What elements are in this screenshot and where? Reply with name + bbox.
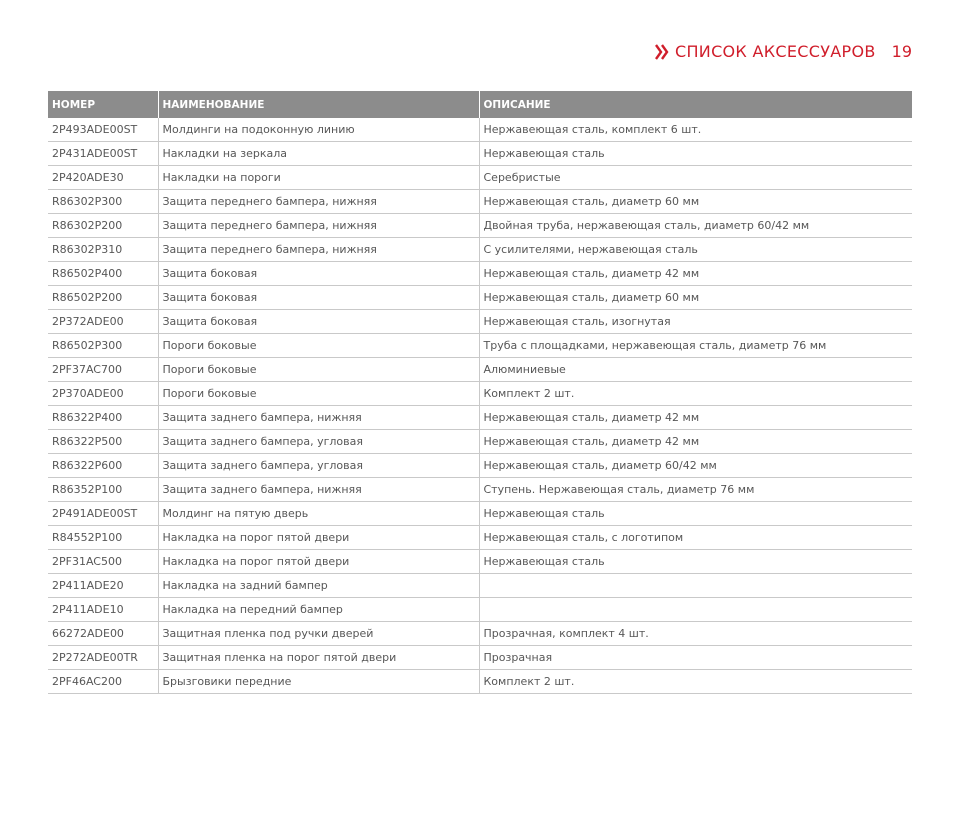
item-name-cell: Накладки на пороги bbox=[158, 166, 479, 190]
table-row bbox=[48, 238, 912, 262]
description-cell: Нержавеющая сталь, диаметр 42 мм bbox=[479, 262, 912, 286]
part-number-cell: 2P370ADE00 bbox=[48, 382, 158, 406]
item-name-cell: Защита заднего бампера, угловая bbox=[158, 430, 479, 454]
part-number-cell: R86322P500 bbox=[48, 430, 158, 454]
item-name-cell: Пороги боковые bbox=[158, 334, 479, 358]
item-name-cell: Защита заднего бампера, нижняя bbox=[158, 478, 479, 502]
description-cell: Нержавеющая сталь, диаметр 60/42 мм bbox=[479, 454, 912, 478]
item-name-cell: Защита заднего бампера, нижняя bbox=[158, 406, 479, 430]
table-row bbox=[48, 262, 912, 286]
description-cell: Алюминиевые bbox=[479, 358, 912, 382]
item-name-cell: Накладка на передний бампер bbox=[158, 598, 479, 622]
item-name-cell: Защита боковая bbox=[158, 262, 479, 286]
description-cell: Нержавеющая сталь bbox=[479, 502, 912, 526]
part-number-cell: 2P411ADE20 bbox=[48, 574, 158, 598]
part-number-cell: R84552P100 bbox=[48, 526, 158, 550]
table-row bbox=[48, 598, 912, 622]
table-row bbox=[48, 406, 912, 430]
table-row bbox=[48, 118, 912, 142]
item-name-cell: Защита боковая bbox=[158, 310, 479, 334]
description-cell: Нержавеющая сталь, диаметр 42 мм bbox=[479, 406, 912, 430]
part-number-cell: 2P272ADE00TR bbox=[48, 646, 158, 670]
description-cell: Комплект 2 шт. bbox=[479, 382, 912, 406]
column-header-name: НАИМЕНОВАНИЕ bbox=[158, 91, 479, 118]
part-number-cell: 2P420ADE30 bbox=[48, 166, 158, 190]
table-row bbox=[48, 358, 912, 382]
table-row bbox=[48, 430, 912, 454]
table-row bbox=[48, 502, 912, 526]
double-chevron-right-icon bbox=[655, 43, 669, 61]
description-cell: Прозрачная, комплект 4 шт. bbox=[479, 622, 912, 646]
description-cell bbox=[479, 598, 912, 622]
accessories-table bbox=[48, 91, 912, 694]
item-name-cell: Защита переднего бампера, нижняя bbox=[158, 214, 479, 238]
table-row bbox=[48, 574, 912, 598]
description-cell: Двойная труба, нержавеющая сталь, диаметр 60/42 мм bbox=[479, 214, 912, 238]
table-row bbox=[48, 166, 912, 190]
description-cell: Прозрачная bbox=[479, 646, 912, 670]
item-name-cell: Накладки на зеркала bbox=[158, 142, 479, 166]
table-row bbox=[48, 550, 912, 574]
item-name-cell: Защитная пленка на порог пятой двери bbox=[158, 646, 479, 670]
column-header-number: НОМЕР bbox=[48, 91, 158, 118]
part-number-cell: 2PF46AC200 bbox=[48, 670, 158, 694]
item-name-cell: Защитная пленка под ручки дверей bbox=[158, 622, 479, 646]
description-cell: Серебристые bbox=[479, 166, 912, 190]
item-name-cell: Накладка на порог пятой двери bbox=[158, 526, 479, 550]
item-name-cell: Молдинг на пятую дверь bbox=[158, 502, 479, 526]
part-number-cell: R86322P400 bbox=[48, 406, 158, 430]
table-row bbox=[48, 526, 912, 550]
page-number: 19 bbox=[891, 42, 912, 61]
part-number-cell: R86302P300 bbox=[48, 190, 158, 214]
part-number-cell: R86322P600 bbox=[48, 454, 158, 478]
description-cell: Нержавеющая сталь, диаметр 42 мм bbox=[479, 430, 912, 454]
description-cell: Нержавеющая сталь bbox=[479, 142, 912, 166]
table-row bbox=[48, 382, 912, 406]
description-cell: Нержавеющая сталь, изогнутая bbox=[479, 310, 912, 334]
page-title: СПИСОК АКСЕССУАРОВ bbox=[675, 42, 876, 61]
part-number-cell: R86502P300 bbox=[48, 334, 158, 358]
table-row bbox=[48, 286, 912, 310]
part-number-cell: 66272ADE00 bbox=[48, 622, 158, 646]
table-row bbox=[48, 478, 912, 502]
table-row bbox=[48, 310, 912, 334]
part-number-cell: 2PF31AC500 bbox=[48, 550, 158, 574]
item-name-cell: Молдинги на подоконную линию bbox=[158, 118, 479, 142]
table-row bbox=[48, 190, 912, 214]
item-name-cell: Пороги боковые bbox=[158, 358, 479, 382]
description-cell: Нержавеющая сталь, с логотипом bbox=[479, 526, 912, 550]
item-name-cell: Накладка на задний бампер bbox=[158, 574, 479, 598]
part-number-cell: R86502P400 bbox=[48, 262, 158, 286]
table-row bbox=[48, 142, 912, 166]
table-row bbox=[48, 214, 912, 238]
part-number-cell: 2P493ADE00ST bbox=[48, 118, 158, 142]
item-name-cell: Защита переднего бампера, нижняя bbox=[158, 238, 479, 262]
part-number-cell: 2P411ADE10 bbox=[48, 598, 158, 622]
description-cell: Труба с площадками, нержавеющая сталь, диаметр 76 мм bbox=[479, 334, 912, 358]
part-number-cell: R86502P200 bbox=[48, 286, 158, 310]
table-row bbox=[48, 334, 912, 358]
description-cell: Нержавеющая сталь, диаметр 60 мм bbox=[479, 286, 912, 310]
description-cell: Нержавеющая сталь, комплект 6 шт. bbox=[479, 118, 912, 142]
table-row bbox=[48, 454, 912, 478]
item-name-cell: Брызговики передние bbox=[158, 670, 479, 694]
part-number-cell: 2P372ADE00 bbox=[48, 310, 158, 334]
description-cell: Нержавеющая сталь, диаметр 60 мм bbox=[479, 190, 912, 214]
item-name-cell: Защита переднего бампера, нижняя bbox=[158, 190, 479, 214]
part-number-cell: 2PF37AC700 bbox=[48, 358, 158, 382]
table-row bbox=[48, 670, 912, 694]
part-number-cell: 2P431ADE00ST bbox=[48, 142, 158, 166]
description-cell: Комплект 2 шт. bbox=[479, 670, 912, 694]
column-header-description: ОПИСАНИЕ bbox=[479, 91, 912, 118]
table-row bbox=[48, 646, 912, 670]
description-cell bbox=[479, 574, 912, 598]
item-name-cell: Пороги боковые bbox=[158, 382, 479, 406]
description-cell: Нержавеющая сталь bbox=[479, 550, 912, 574]
description-cell: С усилителями, нержавеющая сталь bbox=[479, 238, 912, 262]
part-number-cell: R86302P310 bbox=[48, 238, 158, 262]
table-body bbox=[48, 118, 912, 694]
table-row bbox=[48, 622, 912, 646]
part-number-cell: 2P491ADE00ST bbox=[48, 502, 158, 526]
table-header-row bbox=[48, 91, 912, 118]
item-name-cell: Накладка на порог пятой двери bbox=[158, 550, 479, 574]
page-header bbox=[655, 42, 912, 61]
part-number-cell: R86352P100 bbox=[48, 478, 158, 502]
item-name-cell: Защита заднего бампера, угловая bbox=[158, 454, 479, 478]
part-number-cell: R86302P200 bbox=[48, 214, 158, 238]
description-cell: Ступень. Нержавеющая сталь, диаметр 76 мм bbox=[479, 478, 912, 502]
item-name-cell: Защита боковая bbox=[158, 286, 479, 310]
